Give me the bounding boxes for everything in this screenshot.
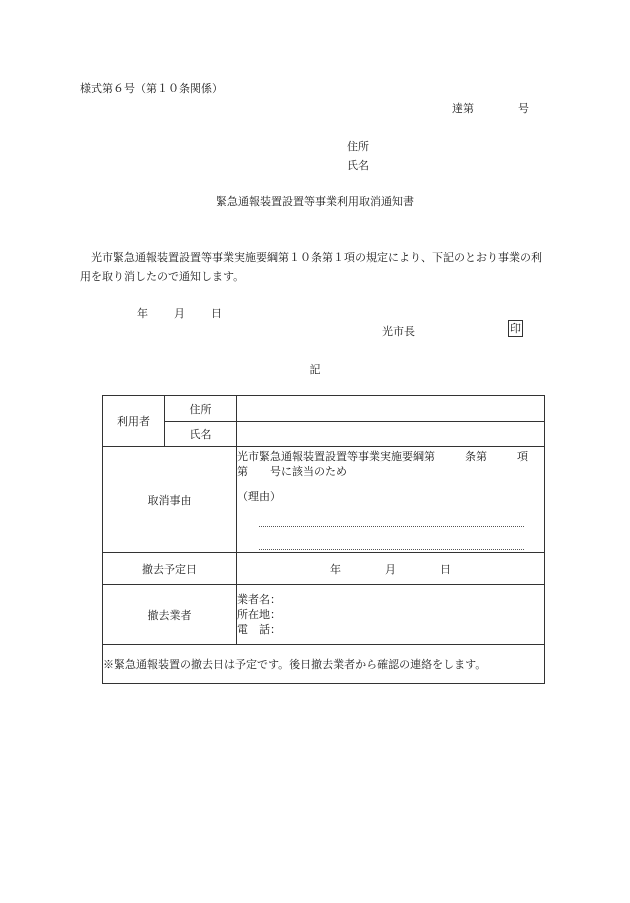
- doc-number-prefix: 達第: [452, 102, 474, 115]
- table-row: [103, 396, 545, 422]
- contractor-label: 撤去業者: [103, 585, 237, 645]
- cancellation-table: [102, 395, 545, 684]
- user-name-value: [237, 422, 545, 447]
- body-text: 光市緊急通報装置設置等事業実施要綱第１０条第１項の規定により、下記のとおり事業の利用を取り消したので通知します。: [80, 251, 542, 283]
- reason-text-1b: 条第: [465, 450, 487, 463]
- date-month: 月: [174, 307, 185, 320]
- issue-date: [137, 305, 222, 321]
- table-row: [103, 422, 545, 447]
- document-title: 緊急通報装置設置等事業利用取消通知書: [216, 195, 414, 208]
- removal-year: 年: [330, 562, 341, 576]
- reason-dotted-line-1: [259, 512, 524, 527]
- doc-number-suffix: 号: [518, 102, 529, 115]
- reason-dotted-line-2: [259, 535, 524, 550]
- date-year: 年: [137, 307, 148, 320]
- reason-text-2a: 第: [237, 465, 248, 478]
- table-row: [103, 585, 545, 645]
- mayor-label: 光市長: [382, 325, 415, 338]
- removal-month: 月: [385, 562, 396, 576]
- table-row: [103, 447, 545, 553]
- date-day: 日: [211, 307, 222, 320]
- removal-day: 日: [440, 562, 451, 576]
- contractor-address: 所在地：: [237, 608, 281, 621]
- table-row: [103, 553, 545, 585]
- reason-label: 取消事由: [103, 447, 237, 553]
- reason-text-2b: 号に該当のため: [270, 465, 347, 478]
- contractor-cell: [237, 585, 545, 645]
- ki-heading: 記: [309, 363, 321, 376]
- contractor-phone: 電 話：: [237, 623, 281, 636]
- removal-date-label: 撤去予定日: [103, 553, 237, 585]
- user-label: 利用者: [103, 396, 165, 447]
- recipient-name-label: 氏名: [347, 159, 369, 172]
- table-row: [103, 645, 545, 684]
- user-address-label: 住所: [165, 396, 237, 422]
- user-address-value: [237, 396, 545, 422]
- form-number: 様式第６号（第１０条関係）: [80, 82, 223, 95]
- recipient-address-label: 住所: [347, 140, 369, 153]
- removal-date-value: [237, 553, 545, 585]
- reason-text-1c: 項: [517, 450, 528, 463]
- note-text: ※緊急通報装置の撤去日は予定です。後日撤去業者から確認の連絡をします。: [103, 645, 545, 684]
- seal-mark: 印: [510, 322, 521, 335]
- document-number: [452, 100, 529, 116]
- user-name-label: 氏名: [165, 422, 237, 447]
- reason-sub-label: （理由）: [237, 490, 281, 503]
- reason-text-1a: 光市緊急通報装置設置等事業実施要綱第: [237, 450, 435, 463]
- contractor-name: 業者名：: [237, 593, 281, 606]
- reason-cell: [237, 447, 545, 553]
